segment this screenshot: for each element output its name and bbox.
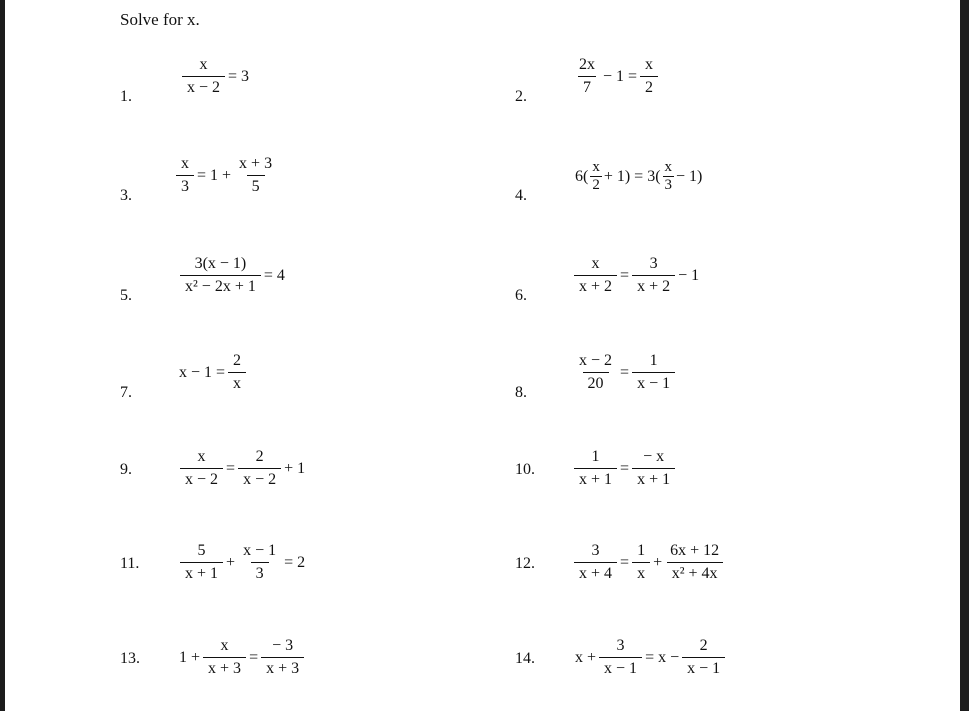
- problem-number: 12.: [515, 555, 535, 572]
- fraction: [665, 542, 724, 583]
- fraction: [574, 56, 600, 97]
- denominator: x + 2: [632, 275, 675, 296]
- denominator: x² − 2x + 1: [180, 275, 261, 296]
- operator: =: [620, 363, 630, 381]
- numerator: 2: [699, 637, 708, 654]
- fraction: [640, 56, 658, 97]
- denominator: x + 3: [203, 657, 246, 678]
- numerator: 3(x − 1): [194, 255, 247, 272]
- numerator: 2: [255, 448, 264, 465]
- problem-equation: [572, 255, 700, 296]
- problem-equation: [574, 160, 703, 193]
- problem-number: 11.: [120, 555, 140, 572]
- fraction: [574, 542, 617, 583]
- numerator: x − 2: [579, 352, 613, 369]
- denominator: 3: [664, 177, 673, 193]
- denominator: x − 1: [682, 657, 725, 678]
- problem-equation: [178, 637, 306, 678]
- operator: +: [653, 553, 663, 571]
- fraction: [599, 637, 642, 678]
- numerator: x − 1: [243, 542, 277, 559]
- fraction: [234, 155, 277, 196]
- numerator: x: [197, 448, 206, 465]
- operator: = 3: [228, 67, 250, 85]
- problem-equation: [572, 352, 677, 393]
- denominator: 3: [251, 562, 269, 583]
- numerator: 6x + 12: [670, 542, 720, 559]
- denominator: x + 4: [574, 562, 617, 583]
- numerator: 2: [233, 352, 242, 369]
- denominator: x + 3: [261, 657, 304, 678]
- operator: + 1: [284, 459, 306, 477]
- numerator: 1: [637, 542, 646, 559]
- fraction: [182, 56, 225, 97]
- problem-number: 8.: [515, 384, 527, 401]
- numerator: 2x: [579, 56, 595, 73]
- operator: x +: [575, 648, 597, 666]
- operator: − 1: [678, 266, 700, 284]
- problem-number: 5.: [120, 287, 132, 304]
- operator: =: [620, 266, 630, 284]
- denominator: 20: [583, 372, 609, 393]
- problem-equation: [572, 448, 677, 489]
- denominator: x − 2: [180, 468, 223, 489]
- numerator: x: [181, 155, 189, 172]
- denominator: 3: [176, 175, 194, 196]
- problem-number: 3.: [120, 187, 132, 204]
- numerator: 1: [591, 448, 600, 465]
- numerator: 3: [591, 542, 600, 559]
- operator: =: [620, 553, 630, 571]
- operator: =: [226, 459, 236, 477]
- denominator: 2: [640, 76, 658, 97]
- numerator: − 3: [272, 637, 294, 654]
- numerator: 5: [197, 542, 206, 559]
- fraction: [632, 255, 675, 296]
- denominator: x − 1: [599, 657, 642, 678]
- denominator: x + 2: [574, 275, 617, 296]
- problem-number: 7.: [120, 384, 132, 401]
- fraction: [261, 637, 304, 678]
- problem-equation: [174, 155, 279, 196]
- fraction: [682, 637, 725, 678]
- problem-number: 2.: [515, 88, 527, 105]
- operator: +: [226, 553, 236, 571]
- numerator: − x: [643, 448, 665, 465]
- problem-equation: [178, 448, 306, 489]
- numerator: x: [592, 159, 600, 175]
- operator: =: [620, 459, 630, 477]
- fraction: [632, 542, 650, 583]
- operator: + 1) = 3(: [603, 167, 661, 185]
- operator: x − 1 =: [179, 363, 226, 381]
- fraction: [590, 160, 602, 193]
- numerator: 3: [616, 637, 625, 654]
- fraction: [632, 448, 675, 489]
- problem-equation: [574, 637, 727, 678]
- operator: = 2: [284, 553, 306, 571]
- problem-equation: [178, 255, 286, 296]
- right-edge-bar: [960, 0, 969, 711]
- numerator: x + 3: [239, 155, 273, 172]
- denominator: x + 1: [180, 562, 223, 583]
- problem-number: 14.: [515, 650, 535, 667]
- denominator: x − 2: [182, 76, 225, 97]
- numerator: x: [220, 637, 229, 654]
- problem-equation: [178, 542, 306, 583]
- fraction: [180, 542, 223, 583]
- fraction: [663, 160, 675, 193]
- problem-number: 13.: [120, 650, 140, 667]
- fraction: [176, 155, 194, 196]
- fraction: [574, 255, 617, 296]
- operator: = x −: [645, 648, 680, 666]
- fraction: [632, 352, 675, 393]
- denominator: x + 1: [632, 468, 675, 489]
- fraction: [574, 448, 617, 489]
- fraction: [238, 448, 281, 489]
- operator: =: [249, 648, 259, 666]
- numerator: 1: [649, 352, 658, 369]
- problem-equation: [572, 56, 660, 97]
- operator: 1 +: [179, 648, 201, 666]
- fraction: [180, 448, 223, 489]
- denominator: x² + 4x: [667, 562, 723, 583]
- numerator: x: [591, 255, 600, 272]
- operator: 6(: [575, 167, 589, 185]
- operator: − 1 =: [603, 67, 638, 85]
- problem-equation: [572, 542, 726, 583]
- problem-number: 6.: [515, 287, 527, 304]
- fraction: [238, 542, 281, 583]
- denominator: 7: [578, 76, 596, 97]
- left-edge-bar: [0, 0, 5, 711]
- problem-number: 9.: [120, 461, 132, 478]
- problem-number: 10.: [515, 461, 535, 478]
- fraction: [203, 637, 246, 678]
- numerator: x: [199, 56, 208, 73]
- denominator: x: [228, 372, 246, 393]
- denominator: x: [632, 562, 650, 583]
- problem-equation: [178, 352, 248, 393]
- denominator: x − 1: [632, 372, 675, 393]
- numerator: 3: [649, 255, 658, 272]
- fraction: [574, 352, 617, 393]
- operator: − 1): [676, 167, 703, 185]
- worksheet-title: Solve for x.: [120, 10, 200, 29]
- numerator: x: [664, 159, 673, 175]
- fraction: [180, 255, 261, 296]
- problem-number: 4.: [515, 187, 527, 204]
- problem-number: 1.: [120, 88, 132, 105]
- denominator: x + 1: [574, 468, 617, 489]
- numerator: x: [645, 56, 654, 73]
- operator: = 1 +: [197, 166, 232, 184]
- operator: = 4: [263, 266, 285, 284]
- problem-equation: [180, 56, 250, 97]
- denominator: 2: [592, 177, 600, 193]
- fraction: [228, 352, 246, 393]
- denominator: x − 2: [238, 468, 281, 489]
- denominator: 5: [247, 175, 265, 196]
